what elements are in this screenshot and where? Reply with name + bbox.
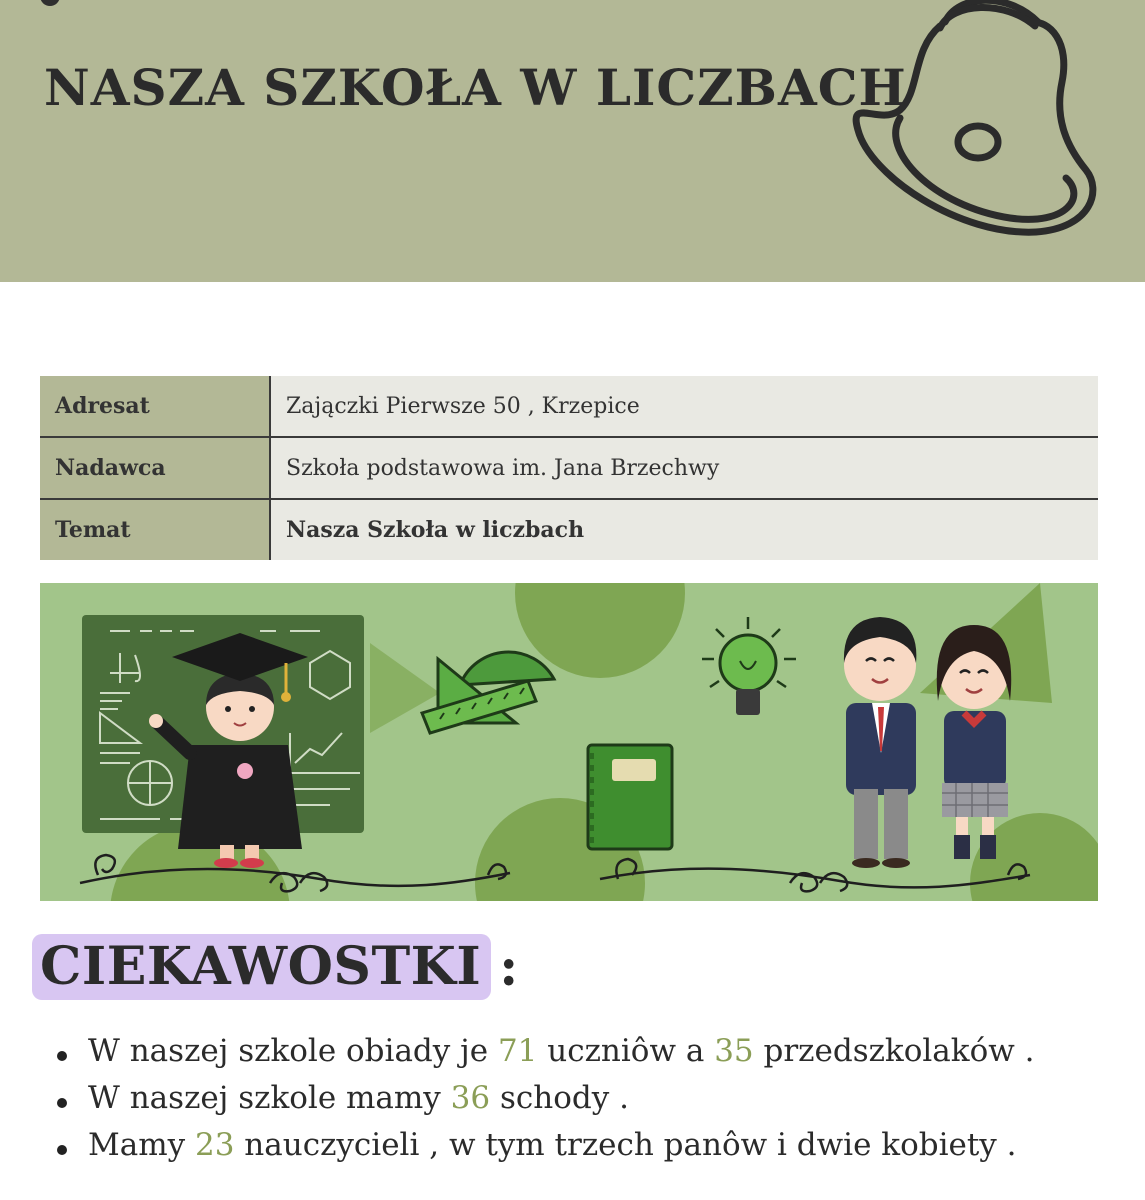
fact-text: uczniôw a — [537, 1033, 715, 1069]
fact-text: przedszkolaków . — [753, 1033, 1035, 1069]
addressee-value: Zajączki Pierwsze 50 , Krzepice — [270, 376, 1098, 437]
subject-label: Temat — [40, 499, 270, 560]
header-decoration-blob — [40, 0, 60, 6]
boy-student-image — [844, 617, 916, 868]
list-item — [55, 1122, 1034, 1169]
fact-text: Mamy — [88, 1127, 195, 1163]
section-heading — [32, 934, 518, 1000]
graduate-at-chalkboard-image — [82, 615, 364, 868]
fact-text: W naszej szkole mamy — [88, 1080, 451, 1116]
section-heading-colon: : — [499, 936, 519, 998]
fact-text: schody . — [490, 1080, 629, 1116]
page-title: NASZA SZKOŁA W LICZBACH — [44, 58, 907, 117]
sender-label: Nadawca — [40, 437, 270, 499]
facts-list — [55, 1028, 1034, 1169]
lightbulb-icon — [702, 617, 796, 715]
fact-text: W naszej szkole obiady je — [88, 1033, 498, 1069]
list-item — [55, 1028, 1034, 1075]
ruler-set-square-protractor-icon — [422, 652, 554, 733]
list-item — [55, 1075, 1034, 1122]
table-row — [40, 376, 1098, 437]
fact-number: 36 — [450, 1080, 491, 1116]
school-banner-image — [40, 583, 1098, 901]
fact-number: 71 — [497, 1033, 538, 1069]
section-heading-label: CIEKAWOSTKI — [32, 934, 491, 1000]
girl-student-image — [937, 625, 1011, 859]
info-table — [40, 376, 1098, 560]
sender-value: Szkoła podstawowa im. Jana Brzechwy — [270, 437, 1098, 499]
fact-text: nauczycieli , w tym trzech panôw i dwie kobiety . — [234, 1127, 1017, 1163]
notebook-icon — [588, 745, 672, 849]
subject-value: Nasza Szkoła w liczbach — [270, 499, 1098, 560]
addressee-label: Adresat — [40, 376, 270, 437]
fact-number: 23 — [195, 1127, 235, 1163]
bell-icon — [840, 0, 1100, 250]
fact-number: 35 — [714, 1033, 754, 1069]
header-band — [0, 0, 1145, 282]
table-row — [40, 499, 1098, 560]
table-row — [40, 437, 1098, 499]
